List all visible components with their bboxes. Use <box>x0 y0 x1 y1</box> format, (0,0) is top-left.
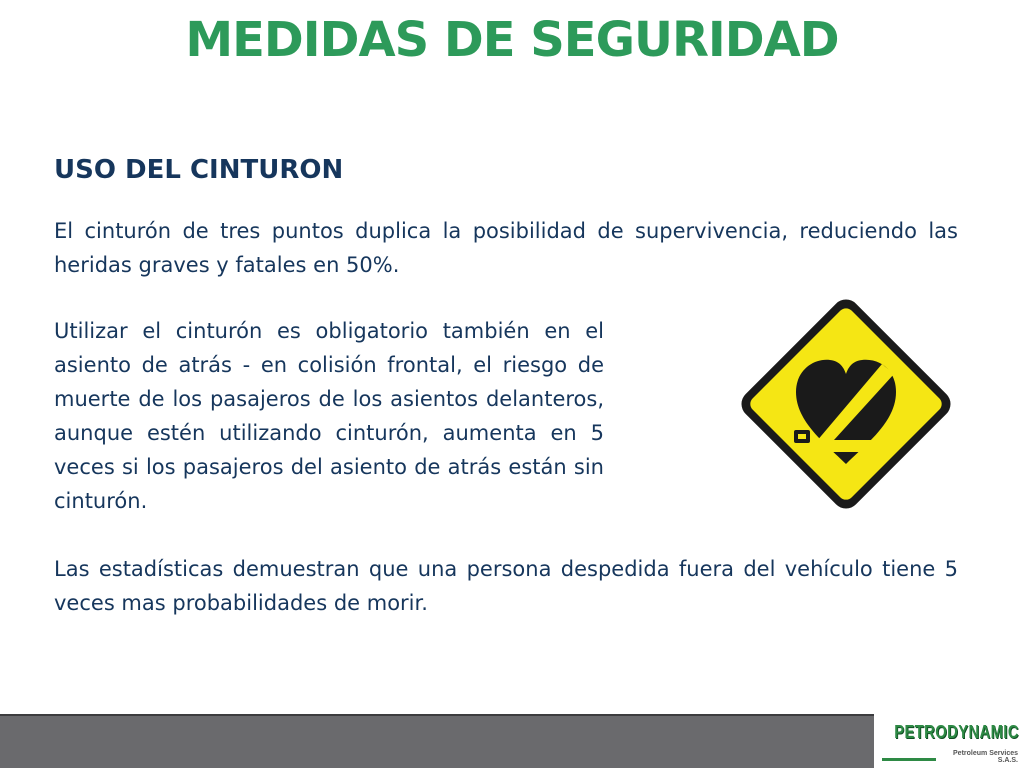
seatbelt-heart-warning-icon <box>730 288 962 520</box>
logo-tagline: Petroleum Services S.A.S. <box>953 750 1018 764</box>
paragraph-rear-seat: Utilizar el cinturón es obligatorio también en el asiento de atrás - en colisión frontal, el riesgo de muerte de los pasajeros de los asientos delanteros, aunque estén utilizando cinturón, aumenta en 5 veces si los pasajeros del asiento de atrás están sin cinturón. <box>54 319 604 513</box>
slide-title: MEDIDAS DE SEGURIDAD <box>185 12 839 68</box>
footer-bar <box>0 714 874 768</box>
logo-underline <box>882 758 936 761</box>
paragraph-survival: El cinturón de tres puntos duplica la posibilidad de supervivencia, reduciendo las heridas graves y fatales en 50%. <box>54 219 958 277</box>
logo-wordmark: PETRODYNAMIC <box>894 722 1019 742</box>
company-logo <box>878 716 1022 768</box>
paragraph-statistics: Las estadísticas demuestran que una persona despedida fuera del vehículo tiene 5 veces mas probabilidades de morir. <box>54 557 958 615</box>
seatbelt-warning-sign <box>730 288 962 520</box>
section-heading: USO DEL CINTURON <box>54 155 344 185</box>
